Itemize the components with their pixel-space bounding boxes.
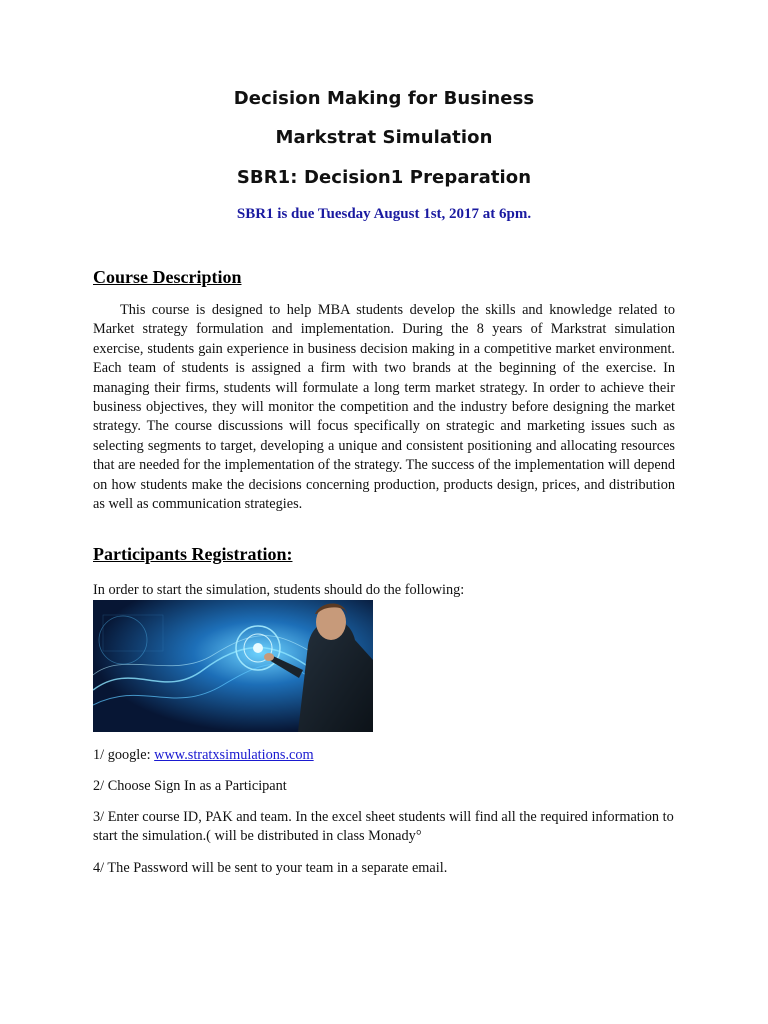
step-2: 2/ Choose Sign In as a Participant: [93, 778, 287, 794]
course-description-body: This course is designed to help MBA students develop the skills and knowledge related to Market strategy formulation and implementation. During the 8 years of Markstrat simulation exercise, students gain experience in business decision making in a competitive market environment. Each team of students is assigned a firm with two brands at the beginning of the exercise. In managing their firms, students will formulate a long term market strategy. In order to achieve their business objectives, they will monitor the competition and the industry before designing the market strategy. The course discussions will focus specifically on strategic and marketing issues such as selecting segments to target, developing a unique and consistent positioning and allocating resources that are needed for the implementation of the strategy. The success of the implementation will depend on how students make the decisions concerning production, products design, prices, and distribution as well as communication strategies.: [93, 302, 675, 513]
document-subtitle: Markstrat Simulation: [275, 127, 493, 148]
step-4: 4/ The Password will be sent to your team in a separate email.: [93, 860, 448, 876]
due-date-notice: SBR1 is due Tuesday August 1st, 2017 at 6pm.: [236, 206, 532, 222]
step-1-prefix: 1/ google:: [93, 747, 155, 763]
step-3: 3/ Enter course ID, PAK and team. In the excel sheet students will find all the required information to start the simulation.( will be distributed in class Monady°: [93, 809, 674, 845]
document-title: Decision Making for Business: [233, 88, 535, 109]
step-1: [93, 746, 675, 765]
photo-illustration: [93, 600, 373, 732]
course-description-heading: Course Description: [93, 267, 242, 287]
participants-registration-heading: Participants Registration:: [93, 544, 293, 564]
document-section-title: SBR1: Decision1 Preparation: [236, 167, 532, 188]
stratx-link[interactable]: www.stratxsimulations.com: [154, 747, 314, 763]
registration-intro: In order to start the simulation, students should do the following:: [93, 582, 465, 598]
business-touchscreen-photo: [93, 600, 373, 732]
